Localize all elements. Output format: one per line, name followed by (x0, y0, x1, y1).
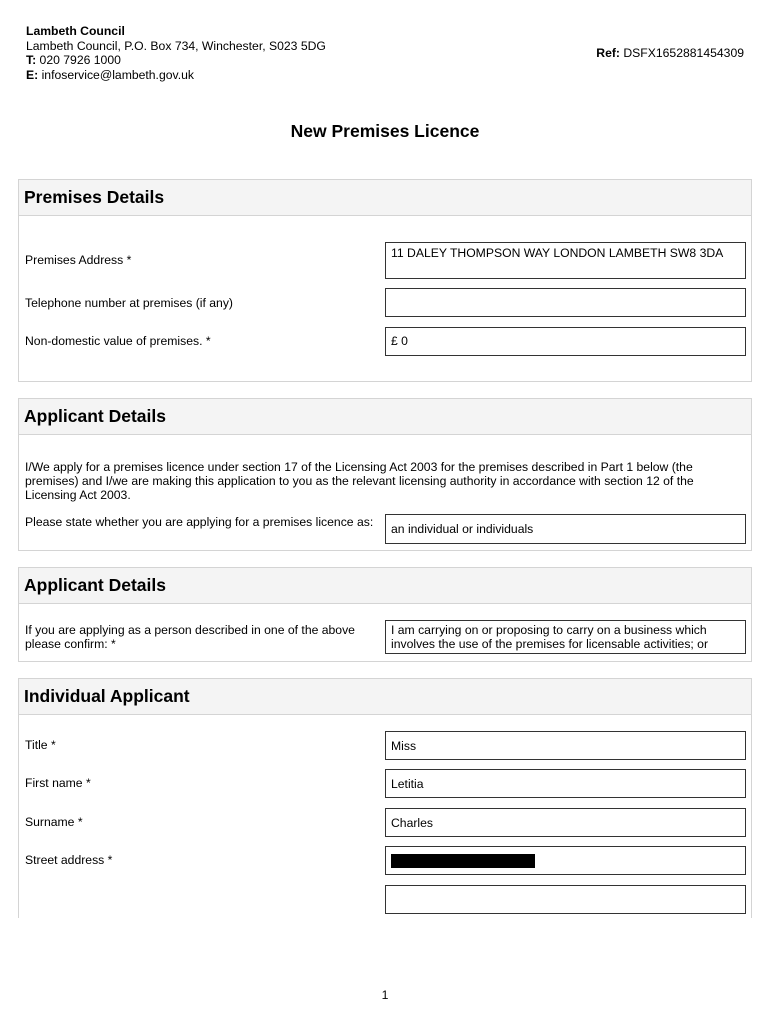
email-value: infoservice@lambeth.gov.uk (41, 67, 194, 82)
individual-applicant-section (18, 678, 752, 918)
premises-value-label: Non-domestic value of premises. * (25, 334, 211, 348)
document-title: New Premises Licence (290, 121, 480, 141)
street-address-field[interactable] (385, 846, 746, 875)
email-label: E: (26, 67, 39, 82)
ref-label: Ref: (596, 46, 620, 60)
applicant-details-section (18, 398, 752, 551)
section-heading: Individual Applicant (19, 679, 751, 715)
applying-as-field[interactable]: an individual or individuals (385, 514, 746, 544)
page-number: 1 (381, 988, 389, 1002)
street-address-label: Street address * (25, 853, 113, 867)
first-name-label: First name * (25, 776, 91, 790)
ref-value: DSFX1652881454309 (623, 46, 744, 60)
confirm-field[interactable]: I am carrying on or proposing to carry on a business which involves the use of the premises for licensable activities; or (385, 620, 746, 654)
title-field[interactable]: Miss (385, 731, 746, 760)
council-phone (26, 53, 326, 68)
title-label: Title * (25, 738, 56, 752)
street-address-line2-field[interactable] (385, 885, 746, 914)
applying-as-label: Please state whether you are applying for a premises licence as: (25, 515, 374, 529)
premises-address-field[interactable]: 11 DALEY THOMPSON WAY LONDON LAMBETH SW8 3DA (385, 242, 746, 279)
council-address: Lambeth Council, P.O. Box 734, Winchester, S023 5DG (26, 38, 326, 53)
first-name-field[interactable]: Letitia (385, 769, 746, 798)
phone-label: T: (26, 53, 37, 67)
section-heading: Premises Details (19, 180, 751, 216)
premises-phone-field[interactable] (385, 288, 746, 317)
surname-label: Surname * (25, 815, 83, 829)
council-name: Lambeth Council (26, 24, 125, 38)
premises-address-label: Premises Address * (25, 253, 132, 267)
reference (596, 46, 744, 60)
applicant-confirm-section (18, 567, 752, 662)
applicant-intro-text: I/We apply for a premises licence under section 17 of the Licensing Act 2003 for the premises described in Part 1 below (the premises) and I/we are making this application to you as the relevant licensing authority in accordance with section 12 of the Licensing Act 2003. (25, 460, 694, 503)
section-heading: Applicant Details (19, 399, 751, 435)
council-header (26, 24, 326, 82)
phone-value: 020 7926 1000 (39, 53, 121, 67)
redaction-bar (391, 854, 535, 868)
premises-details-section (18, 179, 752, 382)
council-email (26, 68, 326, 83)
surname-field[interactable]: Charles (385, 808, 746, 837)
section-heading: Applicant Details (19, 568, 751, 604)
premises-value-field[interactable]: £ 0 (385, 327, 746, 356)
confirm-label: If you are applying as a person described in one of the above please confirm: * (25, 623, 355, 651)
premises-phone-label: Telephone number at premises (if any) (25, 296, 233, 310)
